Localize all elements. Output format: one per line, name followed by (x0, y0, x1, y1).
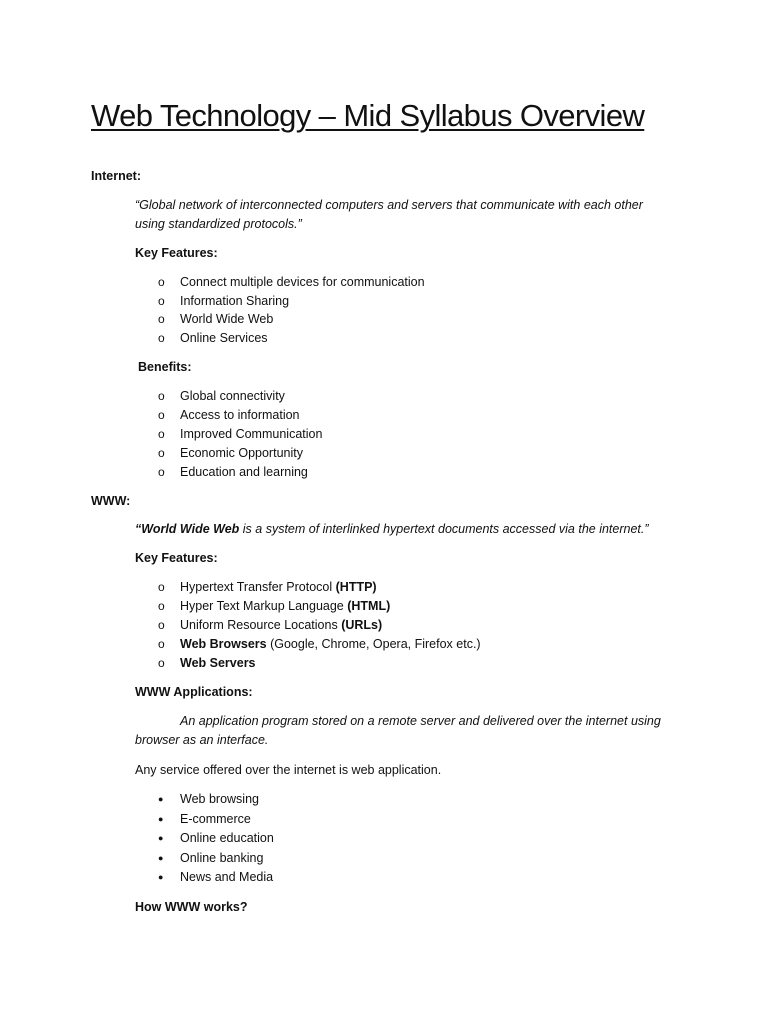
www-service-note: Any service offered over the internet is web application. (135, 763, 442, 777)
internet-definition-line-1: “Global network of interconnected computers and servers that communicate with each other (135, 198, 643, 212)
list-item (158, 811, 274, 831)
list-item (158, 869, 274, 889)
circle-bullet-icon: o (158, 618, 165, 632)
list-item-text: Access to information (180, 408, 300, 422)
circle-bullet-icon: o (158, 330, 165, 345)
list-item (158, 311, 425, 330)
circle-bullet-icon: o (158, 312, 165, 327)
www-definition-text: is a system of interlinked hypertext documents accessed via the internet.” (239, 522, 649, 536)
list-item-text: Connect multiple devices for communication (180, 275, 425, 289)
circle-bullet-icon: o (158, 275, 165, 289)
list-item-text: Uniform Resource Locations (180, 618, 342, 632)
list-item-text: Economic Opportunity (180, 446, 303, 460)
bullet-icon: ● (158, 872, 164, 883)
list-item-text: World Wide Web (180, 312, 274, 327)
circle-bullet-icon: o (158, 408, 165, 422)
list-item (158, 579, 481, 598)
circle-bullet-icon: o (158, 656, 165, 670)
circle-bullet-icon: o (158, 427, 165, 441)
www-applications-list (158, 791, 274, 889)
list-item-text: Global connectivity (180, 389, 285, 403)
circle-bullet-icon: o (158, 293, 165, 308)
internet-key-features-list (158, 274, 425, 348)
list-item (158, 407, 322, 426)
circle-bullet-icon: o (158, 446, 165, 460)
bullet-icon: ● (158, 833, 164, 844)
list-item-text: E-commerce (180, 811, 251, 826)
circle-bullet-icon: o (158, 580, 165, 594)
list-item (158, 464, 322, 483)
www-key-features-heading: Key Features: (135, 551, 218, 565)
circle-bullet-icon: o (158, 389, 165, 403)
list-item (158, 330, 425, 349)
list-item (158, 274, 425, 293)
list-item-text: Information Sharing (180, 293, 290, 308)
www-app-definition-line-1: An application program stored on a remote server and delivered over the internet using (180, 714, 661, 728)
www-app-definition-line-2: browser as an interface. (135, 733, 269, 747)
list-item-text: Online banking (180, 850, 264, 865)
list-item-acronym: (HTTP) (335, 580, 377, 594)
www-definition-term: “World Wide Web (135, 522, 240, 536)
list-item-text: Web browsing (180, 792, 259, 806)
list-item-text: Hypertext Transfer Protocol (180, 580, 336, 594)
bullet-icon: ● (158, 794, 164, 804)
www-key-features-list (158, 579, 481, 674)
internet-heading: Internet: (91, 169, 141, 183)
list-item (158, 791, 274, 811)
list-item-text: (Google, Chrome, Opera, Firefox etc.) (266, 637, 481, 651)
www-applications-heading: WWW Applications: (135, 685, 253, 699)
list-item (158, 445, 322, 464)
internet-key-features-heading: Key Features: (135, 246, 218, 260)
how-www-works-heading: How WWW works? (135, 900, 248, 914)
list-item-text: Improved Communication (180, 427, 323, 441)
www-heading: WWW: (91, 494, 131, 508)
bullet-icon: ● (158, 852, 164, 863)
list-item-lead: Web Servers (180, 656, 256, 670)
circle-bullet-icon: o (158, 465, 165, 479)
www-definition (135, 521, 649, 538)
list-item-lead: Web Browsers (180, 637, 267, 651)
list-item (158, 655, 481, 674)
internet-definition-line-2: using standardized protocols.” (135, 217, 302, 231)
internet-benefits-heading: Benefits: (138, 360, 192, 374)
circle-bullet-icon: o (158, 637, 165, 651)
bullet-icon: ● (158, 813, 164, 824)
list-item-text: News and Media (180, 870, 274, 885)
list-item-acronym: (URLs) (341, 618, 383, 632)
list-item-text: Hyper Text Markup Language (180, 599, 348, 613)
list-item (158, 617, 481, 636)
list-item (158, 636, 481, 655)
list-item-text: Online education (180, 831, 274, 846)
list-item (158, 850, 274, 870)
list-item (158, 293, 425, 312)
internet-benefits-list (158, 388, 322, 483)
list-item (158, 598, 481, 617)
list-item-text: Online Services (180, 330, 268, 345)
circle-bullet-icon: o (158, 599, 165, 613)
list-item (158, 388, 322, 407)
list-item-acronym: (HTML) (347, 599, 391, 613)
list-item (158, 426, 322, 445)
list-item (158, 830, 274, 850)
page-title: Web Technology – Mid Syllabus Overview (91, 98, 645, 133)
list-item-text: Education and learning (180, 465, 308, 479)
